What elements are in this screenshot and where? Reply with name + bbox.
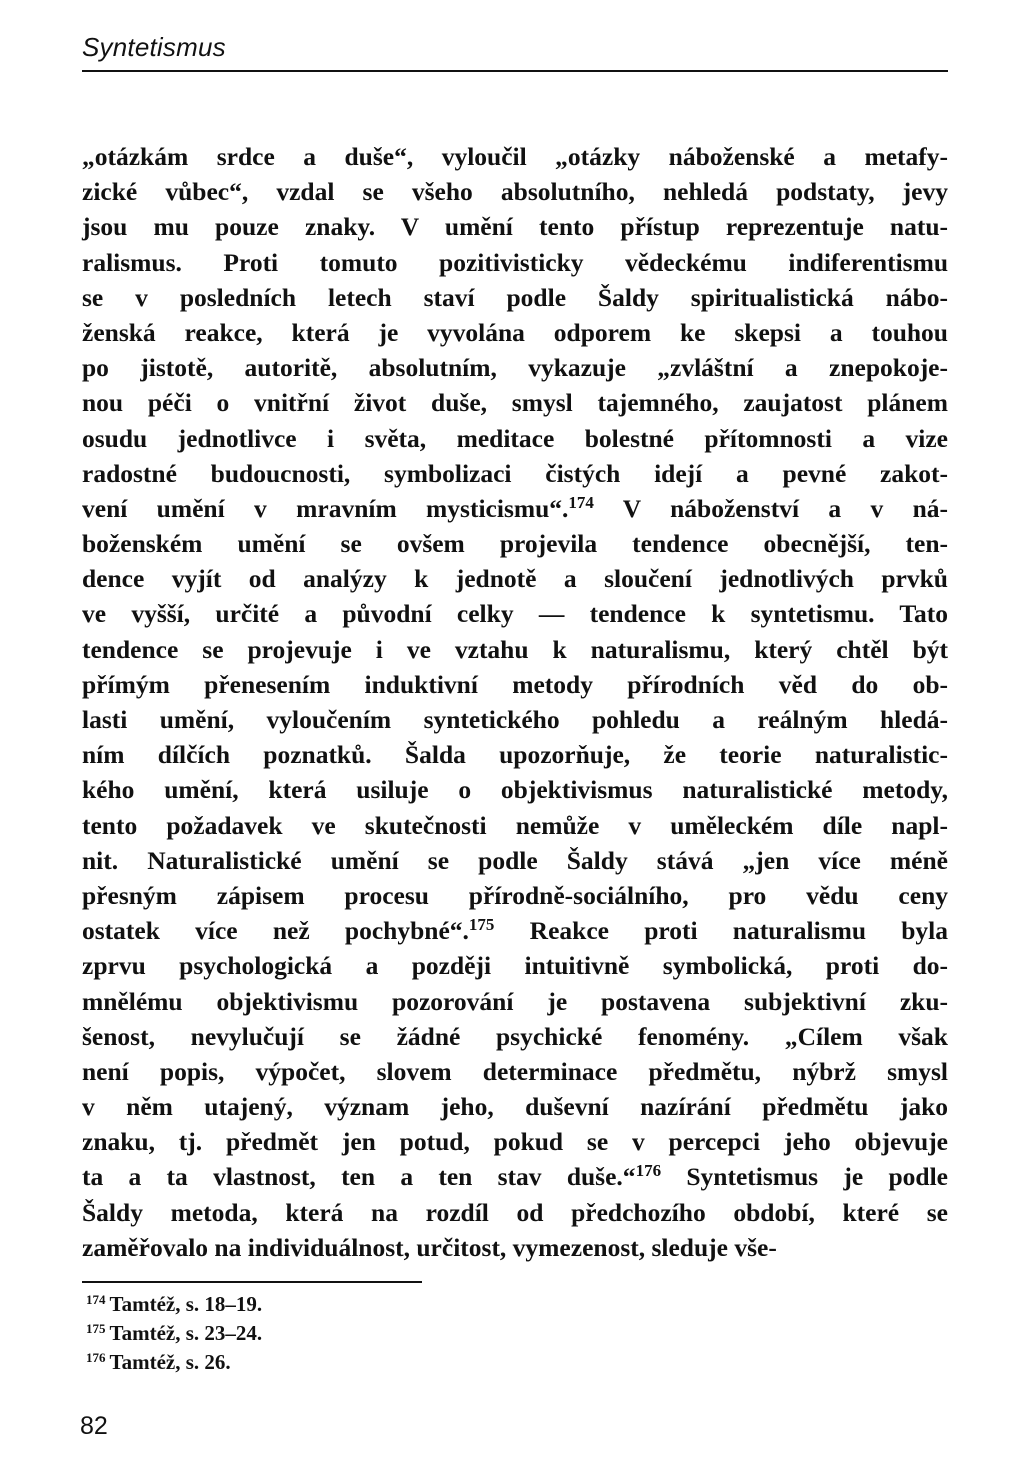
text-line bbox=[82, 772, 948, 807]
text-line bbox=[82, 1054, 948, 1089]
text-segment: se v posledních letech staví podle Šaldy spiritualistická nábo- bbox=[82, 282, 948, 312]
footnote-reference: 175 bbox=[468, 915, 495, 935]
text-line bbox=[82, 1089, 948, 1124]
text-segment: zické vůbec“, vzdal se všeho absolutního, nehledá podstaty, jevy bbox=[82, 177, 948, 207]
footnote bbox=[86, 1348, 262, 1377]
footnote bbox=[86, 1319, 262, 1348]
text-line bbox=[82, 385, 948, 420]
text-segment: lasti umění, vyloučením syntetického pohledu a reálným hledá- bbox=[82, 705, 948, 734]
text-segment: znaku, tj. předmět jen potud, pokud se v percepci jeho objevuje bbox=[82, 1127, 948, 1157]
footnotes bbox=[86, 1290, 262, 1377]
text-line bbox=[82, 1159, 948, 1194]
text-segment: boženském umění se ovšem projevila tendence obecnější, ten- bbox=[82, 529, 948, 559]
text-segment: po jistotě, autoritě, absolutním, vykazuje „zvláštní a znepokoje- bbox=[82, 353, 948, 383]
text-segment: „otázkám srdce a duše“, vyloučil „otázky náboženské a metafy- bbox=[82, 142, 948, 171]
text-line bbox=[82, 561, 948, 596]
text-segment: kého umění, která usiluje o objektivismus naturalistické metody, bbox=[82, 775, 948, 805]
text-line bbox=[82, 1124, 948, 1159]
text-segment: zaměřovalo na individuálnost, určitost, vymezenost, sleduje vše- bbox=[82, 1232, 777, 1262]
text-line bbox=[82, 878, 948, 913]
text-line bbox=[82, 526, 948, 561]
text-line bbox=[82, 1019, 948, 1054]
text-segment: není popis, výpočet, slovem determinace předmětu, nýbrž smysl bbox=[82, 1056, 948, 1086]
text-segment: přímým přenesením induktivní metody přírodních věd do ob- bbox=[82, 669, 948, 699]
text-line bbox=[82, 843, 948, 878]
footnote-text: Tamtéž, s. 23–24. bbox=[109, 1321, 263, 1345]
body-text bbox=[82, 139, 948, 1265]
text-segment: v něm utajený, význam jeho, duševní nazírání předmětu jako bbox=[82, 1092, 948, 1122]
text-line bbox=[82, 350, 948, 385]
running-head: Syntetismus bbox=[82, 32, 226, 62]
text-segment: ostatek více než pochybné“. bbox=[82, 916, 469, 946]
text-segment: dence vyjít od analýzy k jednotě a sloučení jednotlivých prvků bbox=[82, 564, 948, 594]
text-segment: mnělému objektivismu pozorování je postavena subjektivní zku- bbox=[82, 986, 948, 1016]
text-segment: tento požadavek ve skutečnosti nemůže v uměleckém díle napl- bbox=[82, 810, 948, 840]
text-segment: radostné budoucnosti, symbolizaci čistých idejí a pevné zakot- bbox=[82, 458, 948, 488]
text-line bbox=[82, 491, 948, 526]
text-line bbox=[82, 174, 948, 209]
text-line bbox=[82, 737, 948, 772]
header-rule bbox=[82, 70, 948, 72]
text-line bbox=[82, 139, 948, 174]
footnote-text: Tamtéž, s. 18–19. bbox=[109, 1292, 263, 1316]
text-segment: jsou mu pouze znaky. V umění tento přístup reprezentuje natu- bbox=[82, 212, 948, 242]
text-line bbox=[82, 456, 948, 491]
text-segment: zprvu psychologická a později intuitivně symbolická, proti do- bbox=[82, 951, 948, 981]
text-line bbox=[82, 315, 948, 350]
text-line bbox=[82, 808, 948, 843]
footnote-number: 174 bbox=[86, 1292, 106, 1307]
text-segment: ním dílčích poznatků. Šalda upozorňuje, že teorie naturalistic- bbox=[82, 740, 948, 770]
text-line bbox=[82, 1195, 948, 1230]
text-segment: V náboženství a v ná- bbox=[593, 493, 948, 523]
text-line bbox=[82, 421, 948, 456]
text-segment: Syntetismus je podle bbox=[661, 1162, 948, 1192]
text-segment: ženská reakce, která je vyvolána odporem ke skepsi a touhou bbox=[82, 317, 948, 347]
text-segment: nit. Naturalistické umění se podle Šaldy stává „jen více méně bbox=[82, 845, 948, 875]
text-segment: Reakce proti naturalismu byla bbox=[494, 916, 949, 946]
text-segment: osudu jednotlivce i světa, meditace bolestné přítomnosti a vize bbox=[82, 423, 948, 453]
text-line bbox=[82, 1230, 948, 1265]
text-line bbox=[82, 667, 948, 702]
footnote bbox=[86, 1290, 262, 1319]
text-segment: vení umění v mravním mysticismu“. bbox=[82, 493, 569, 523]
text-line bbox=[82, 632, 948, 667]
footnote-rule bbox=[82, 1281, 422, 1283]
text-line bbox=[82, 948, 948, 983]
text-segment: přesným zápisem procesu přírodně-sociálního, pro vědu ceny bbox=[82, 880, 948, 910]
text-segment: Šaldy metoda, která na rozdíl od předchozího období, které se bbox=[82, 1197, 948, 1227]
text-line bbox=[82, 280, 948, 315]
text-line bbox=[82, 702, 948, 737]
text-segment: ta a ta vlastnost, ten a ten stav duše.“ bbox=[82, 1162, 636, 1192]
text-segment: šenost, nevylučují se žádné psychické fenomény. „Cílem však bbox=[82, 1021, 948, 1051]
text-segment: ralismus. Proti tomuto pozitivisticky vědeckému indiferentismu bbox=[82, 247, 948, 277]
text-line bbox=[82, 245, 948, 280]
text-line bbox=[82, 984, 948, 1019]
text-line bbox=[82, 209, 948, 244]
text-segment: nou péči o vnitřní život duše, smysl tajemného, zaujatost plánem bbox=[82, 388, 948, 418]
text-line bbox=[82, 596, 948, 631]
footnote-reference: 174 bbox=[568, 492, 594, 512]
footnote-text: Tamtéž, s. 26. bbox=[109, 1350, 231, 1374]
text-segment: tendence se projevuje i ve vztahu k naturalismu, který chtěl být bbox=[82, 634, 948, 664]
footnote-number: 176 bbox=[86, 1350, 106, 1365]
footnote-reference: 176 bbox=[635, 1161, 662, 1181]
footnote-number: 175 bbox=[86, 1321, 106, 1336]
page-number: 82 bbox=[80, 1412, 108, 1440]
text-line bbox=[82, 913, 948, 948]
text-segment: ve vyšší, určité a původní celky — tendence k syntetismu. Tato bbox=[82, 599, 948, 629]
